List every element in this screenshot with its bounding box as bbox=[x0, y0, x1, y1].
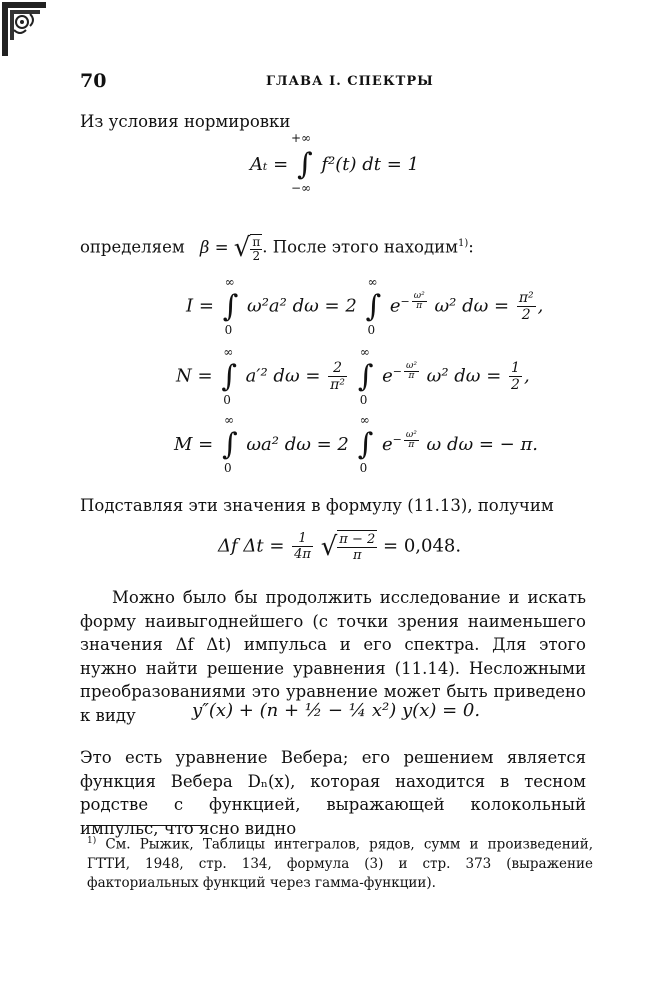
integral-sign: ∫ +∞ −∞ bbox=[290, 131, 313, 195]
N-result-den: 2 bbox=[511, 377, 520, 393]
integral-sign: ∫ ∞ 0 bbox=[365, 274, 382, 337]
integral-sign: ∫ ∞ 0 bbox=[221, 413, 238, 475]
upper-limit: ∞ bbox=[224, 274, 235, 289]
paragraph-continuation: Можно было бы продолжить исследование и искать форму наивыгоднейшего (с точки зрения наименьшего значения Δf Δt) импульса и его спектра. Для этого нужно найти решение уравнения (11.14). Несложными преобразованиями это уравнение может быть приведено к виду bbox=[80, 588, 586, 725]
integral-sign: ∫ ∞ 0 bbox=[357, 413, 374, 475]
radical-sign: √ bbox=[320, 531, 338, 562]
N-result-num: 1 bbox=[511, 360, 520, 376]
integral-sign: ∫ ∞ 0 bbox=[221, 344, 237, 407]
lower-limit: 0 bbox=[359, 392, 368, 407]
N-coef-den: π² bbox=[330, 377, 345, 393]
M-integrand-2: ω dω = − π. bbox=[426, 434, 539, 455]
exp-num: ω² bbox=[413, 291, 425, 301]
equation-N: N = ∫ ∞ 0 a′² dω = $\frac{2}{\text{π²}}$ ∫ ∞ 0 $e^{- \frac{\text{ω²}}{\pi}}$ ω² dω = $\frac{1}{2}$ , bbox=[176, 344, 530, 407]
equation-M: M = ∫ ∞ 0 ωa² dω = 2 ∫ ∞ 0 $e^{- \frac{\text{ω²}}{\pi}}$ ω dω = − π. bbox=[174, 413, 539, 475]
exp-den: π bbox=[416, 301, 423, 311]
footnote-rule bbox=[87, 825, 203, 826]
lower-limit: 0 bbox=[223, 461, 232, 475]
page-header bbox=[80, 70, 600, 94]
I-result-num: π² bbox=[518, 290, 534, 306]
equation-normalization bbox=[250, 131, 419, 195]
delta-result: = 0,048. bbox=[383, 535, 462, 557]
norm-integrand: f²(t) dt = 1 bbox=[321, 154, 419, 175]
delta-coef-den: 4π bbox=[294, 547, 311, 562]
I-integrand-2: ω² dω = bbox=[434, 295, 510, 317]
N-tail: , bbox=[523, 365, 530, 387]
delta-coef-num: 1 bbox=[292, 531, 313, 547]
upper-limit: ∞ bbox=[223, 413, 234, 427]
equation-uncertainty bbox=[218, 530, 461, 563]
M-integrand-1: ωa² dω = 2 bbox=[246, 434, 349, 455]
upper-limit: ∞ bbox=[223, 344, 234, 359]
I-result-den: 2 bbox=[521, 307, 531, 323]
beta-lhs: β = bbox=[199, 237, 229, 257]
exp-base: e bbox=[389, 295, 401, 317]
upper-limit: ∞ bbox=[359, 413, 370, 427]
exp-num: ω² bbox=[405, 429, 417, 440]
M-lhs: M = bbox=[174, 434, 214, 455]
page-number: 70 bbox=[80, 70, 107, 92]
N-integrand-2: ω² dω = bbox=[426, 365, 502, 387]
lower-limit: −∞ bbox=[290, 181, 312, 195]
exp-base: e bbox=[382, 365, 393, 387]
exp-num: ω² bbox=[405, 361, 417, 371]
upper-limit: ∞ bbox=[367, 274, 378, 289]
N-integrand-1: a′² dω = bbox=[245, 365, 321, 387]
lower-limit: 0 bbox=[223, 392, 231, 407]
corner-ornament bbox=[0, 0, 48, 58]
I-lhs: I = bbox=[186, 295, 214, 317]
equation-weber: y″(x) + (n + ½ − ¼ x²) y(x) = 0. bbox=[192, 700, 481, 721]
equation-I: I = ∫ ∞ 0 ω²a² dω = 2 ∫ ∞ 0 $e^{- \frac{\text{ω²}}{\pi}}$ ω² dω = $\frac{\text{π²}}{2}$ , bbox=[186, 274, 544, 337]
footnote-ref: 1) bbox=[458, 238, 469, 249]
norm-lhs: Aₜ = bbox=[250, 154, 289, 175]
beta-den: 2 bbox=[252, 248, 261, 263]
lower-limit: 0 bbox=[367, 322, 376, 337]
paragraph-substitution: Подставляя эти значения в формулу (11.13), получим bbox=[80, 496, 554, 515]
delta-rad-num: π − 2 bbox=[339, 532, 376, 547]
delta-rad-den: π bbox=[353, 548, 362, 563]
beta-num: π bbox=[252, 234, 261, 249]
footnote-text: См. Рыжик, Таблицы интегралов, рядов, сумм и произведений, ГТТИ, 1948, стр. 134, формула (3) и стр. 373 (выражение факториальных функций через гамма-функции). bbox=[87, 836, 593, 891]
integral-sign: ∫ ∞ 0 bbox=[357, 344, 374, 407]
upper-limit: +∞ bbox=[290, 131, 312, 145]
radical-sign: √ bbox=[233, 233, 251, 263]
paragraph-beta bbox=[80, 232, 586, 263]
footnote bbox=[87, 832, 593, 893]
colon: : bbox=[468, 237, 474, 257]
beta-text-before: определяем bbox=[80, 237, 185, 257]
N-coef-num: 2 bbox=[328, 360, 347, 377]
paragraph-weber: Это есть уравнение Вебера; его решением является функция Вебера Dₙ(x), которая находится в тесном родстве с функцией, выражающей колокольный импульс, что ясно видно bbox=[80, 748, 586, 838]
exp-base: e bbox=[381, 434, 393, 455]
running-title: ГЛАВА I. СПЕКТРЫ bbox=[266, 74, 434, 89]
paragraph-normalization: Из условия нормировки bbox=[80, 112, 291, 131]
I-tail: , bbox=[537, 295, 544, 317]
upper-limit: ∞ bbox=[359, 344, 370, 359]
lower-limit: 0 bbox=[224, 322, 233, 337]
beta-text-after: . После этого находим bbox=[262, 237, 458, 257]
lower-limit: 0 bbox=[359, 461, 368, 475]
exp-den: π bbox=[408, 439, 415, 450]
exp-den: π bbox=[408, 371, 415, 381]
I-integrand-1: ω²a² dω = 2 bbox=[247, 295, 357, 317]
delta-lhs: Δf Δt = bbox=[218, 535, 285, 557]
N-lhs: N = bbox=[176, 365, 213, 387]
integral-sign: ∫ ∞ 0 bbox=[222, 274, 239, 337]
footnote-mark: 1) bbox=[87, 836, 97, 846]
